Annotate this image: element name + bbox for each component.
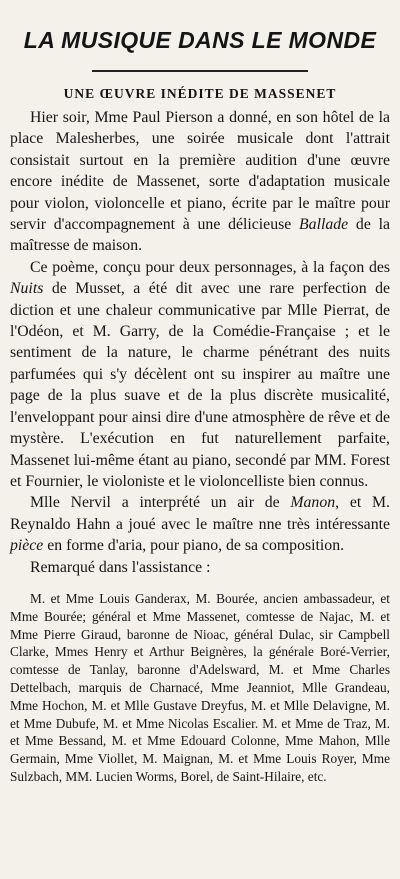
paragraph-poem — [10, 257, 390, 492]
attendance-heading: Remarqué dans l'assistance : — [30, 558, 211, 576]
nuits-title: Nuits — [10, 280, 44, 298]
paragraph-performers — [10, 492, 390, 556]
paragraph-performers-mid: , et M. Reynaldo Hahn a joué avec le maître nne très intéressante — [10, 494, 390, 533]
ballade-title: Ballade — [299, 216, 349, 234]
paragraph-performers-start: Mlle Nervil a interprété un air de — [30, 494, 291, 512]
paragraph-soiree-end: de la maîtresse de maison. — [10, 216, 390, 255]
paragraph-soiree — [10, 107, 390, 257]
paragraph-performers-end: en forme d'aria, pour piano, de sa composition. — [43, 537, 345, 555]
manon-title: Manon — [290, 494, 336, 512]
paragraph-poem-text: de Musset, a été dit avec une rare perfection de diction et une chaleur communicative par Mlle Pierrat, de l'Odéon, et M. Garry, de la Comédie-Française ; et le sentiment de la nature, le charme pénétrant des nuits parfumées qui s'y décèlent ont su inspirer au maître une page de la plus suave et de la plus discrète musicalité, l'enveloppant pour ainsi dire d'une atmosphère de rêve et de mystère. L'exécution en fut naturellement parfaite, Massenet lui-même étant au piano, secondé par MM. Forest et Fournier, le violoniste et le violoncelliste bien connus. — [10, 280, 390, 490]
column-title: LA MUSIQUE DANS LE MONDE — [23, 27, 377, 53]
title-divider — [92, 70, 308, 72]
article-headline: UNE ŒUVRE INÉDITE DE MASSENET — [63, 86, 337, 101]
paragraph-soiree-text: Hier soir, Mme Paul Pierson a donné, en son hôtel de la place Malesherbes, une soirée musicale dont l'attrait consistait surtout en la première audition d'une œuvre encore inédite de Massenet, sorte d'adaptation musicale pour violon, violoncelle et piano, écrite par le maître pour servir d'accompagnement à une délicieuse — [10, 109, 390, 234]
piece-word: pièce — [10, 537, 44, 555]
paragraph-poem-start: Ce poème, conçu pour deux personnages, à la façon des — [30, 258, 390, 276]
guest-list: M. et Mme Louis Ganderax, M. Bourée, ancien ambassadeur, et Mme Bourée; général et Mme Massenet, comtesse de Najac, M. et Mme Pierre Giraud, baronne de Nioac, général Dulac, sir Campbell Clarke, Mmes Henry et Arthur Beignères, la générale Boré-Verrier, comtesse de Tanlay, baronne d'Adelsward, M. et Mme Charles Dettelbach, marquis de Charnacé, Mme Jeanniot, Mlle Grandeau, Mme Hochon, M. et Mlle Gustave Dreyfus, M. et Mlle Delavigne, M. et Mme Dubufe, M. et Mme Nicolas Escalier. M. et Mme de Traz, M. et Mme Bessand, M. et Mme Edouard Colonne, Mme Mahon, Mlle Germain, Mme Viollet, M. Maignan, M. et Mme Louis Royer, Mme Sulzbach, MM. Lucien Worms, Borel, de Saint-Hilaire, etc. — [10, 590, 390, 784]
